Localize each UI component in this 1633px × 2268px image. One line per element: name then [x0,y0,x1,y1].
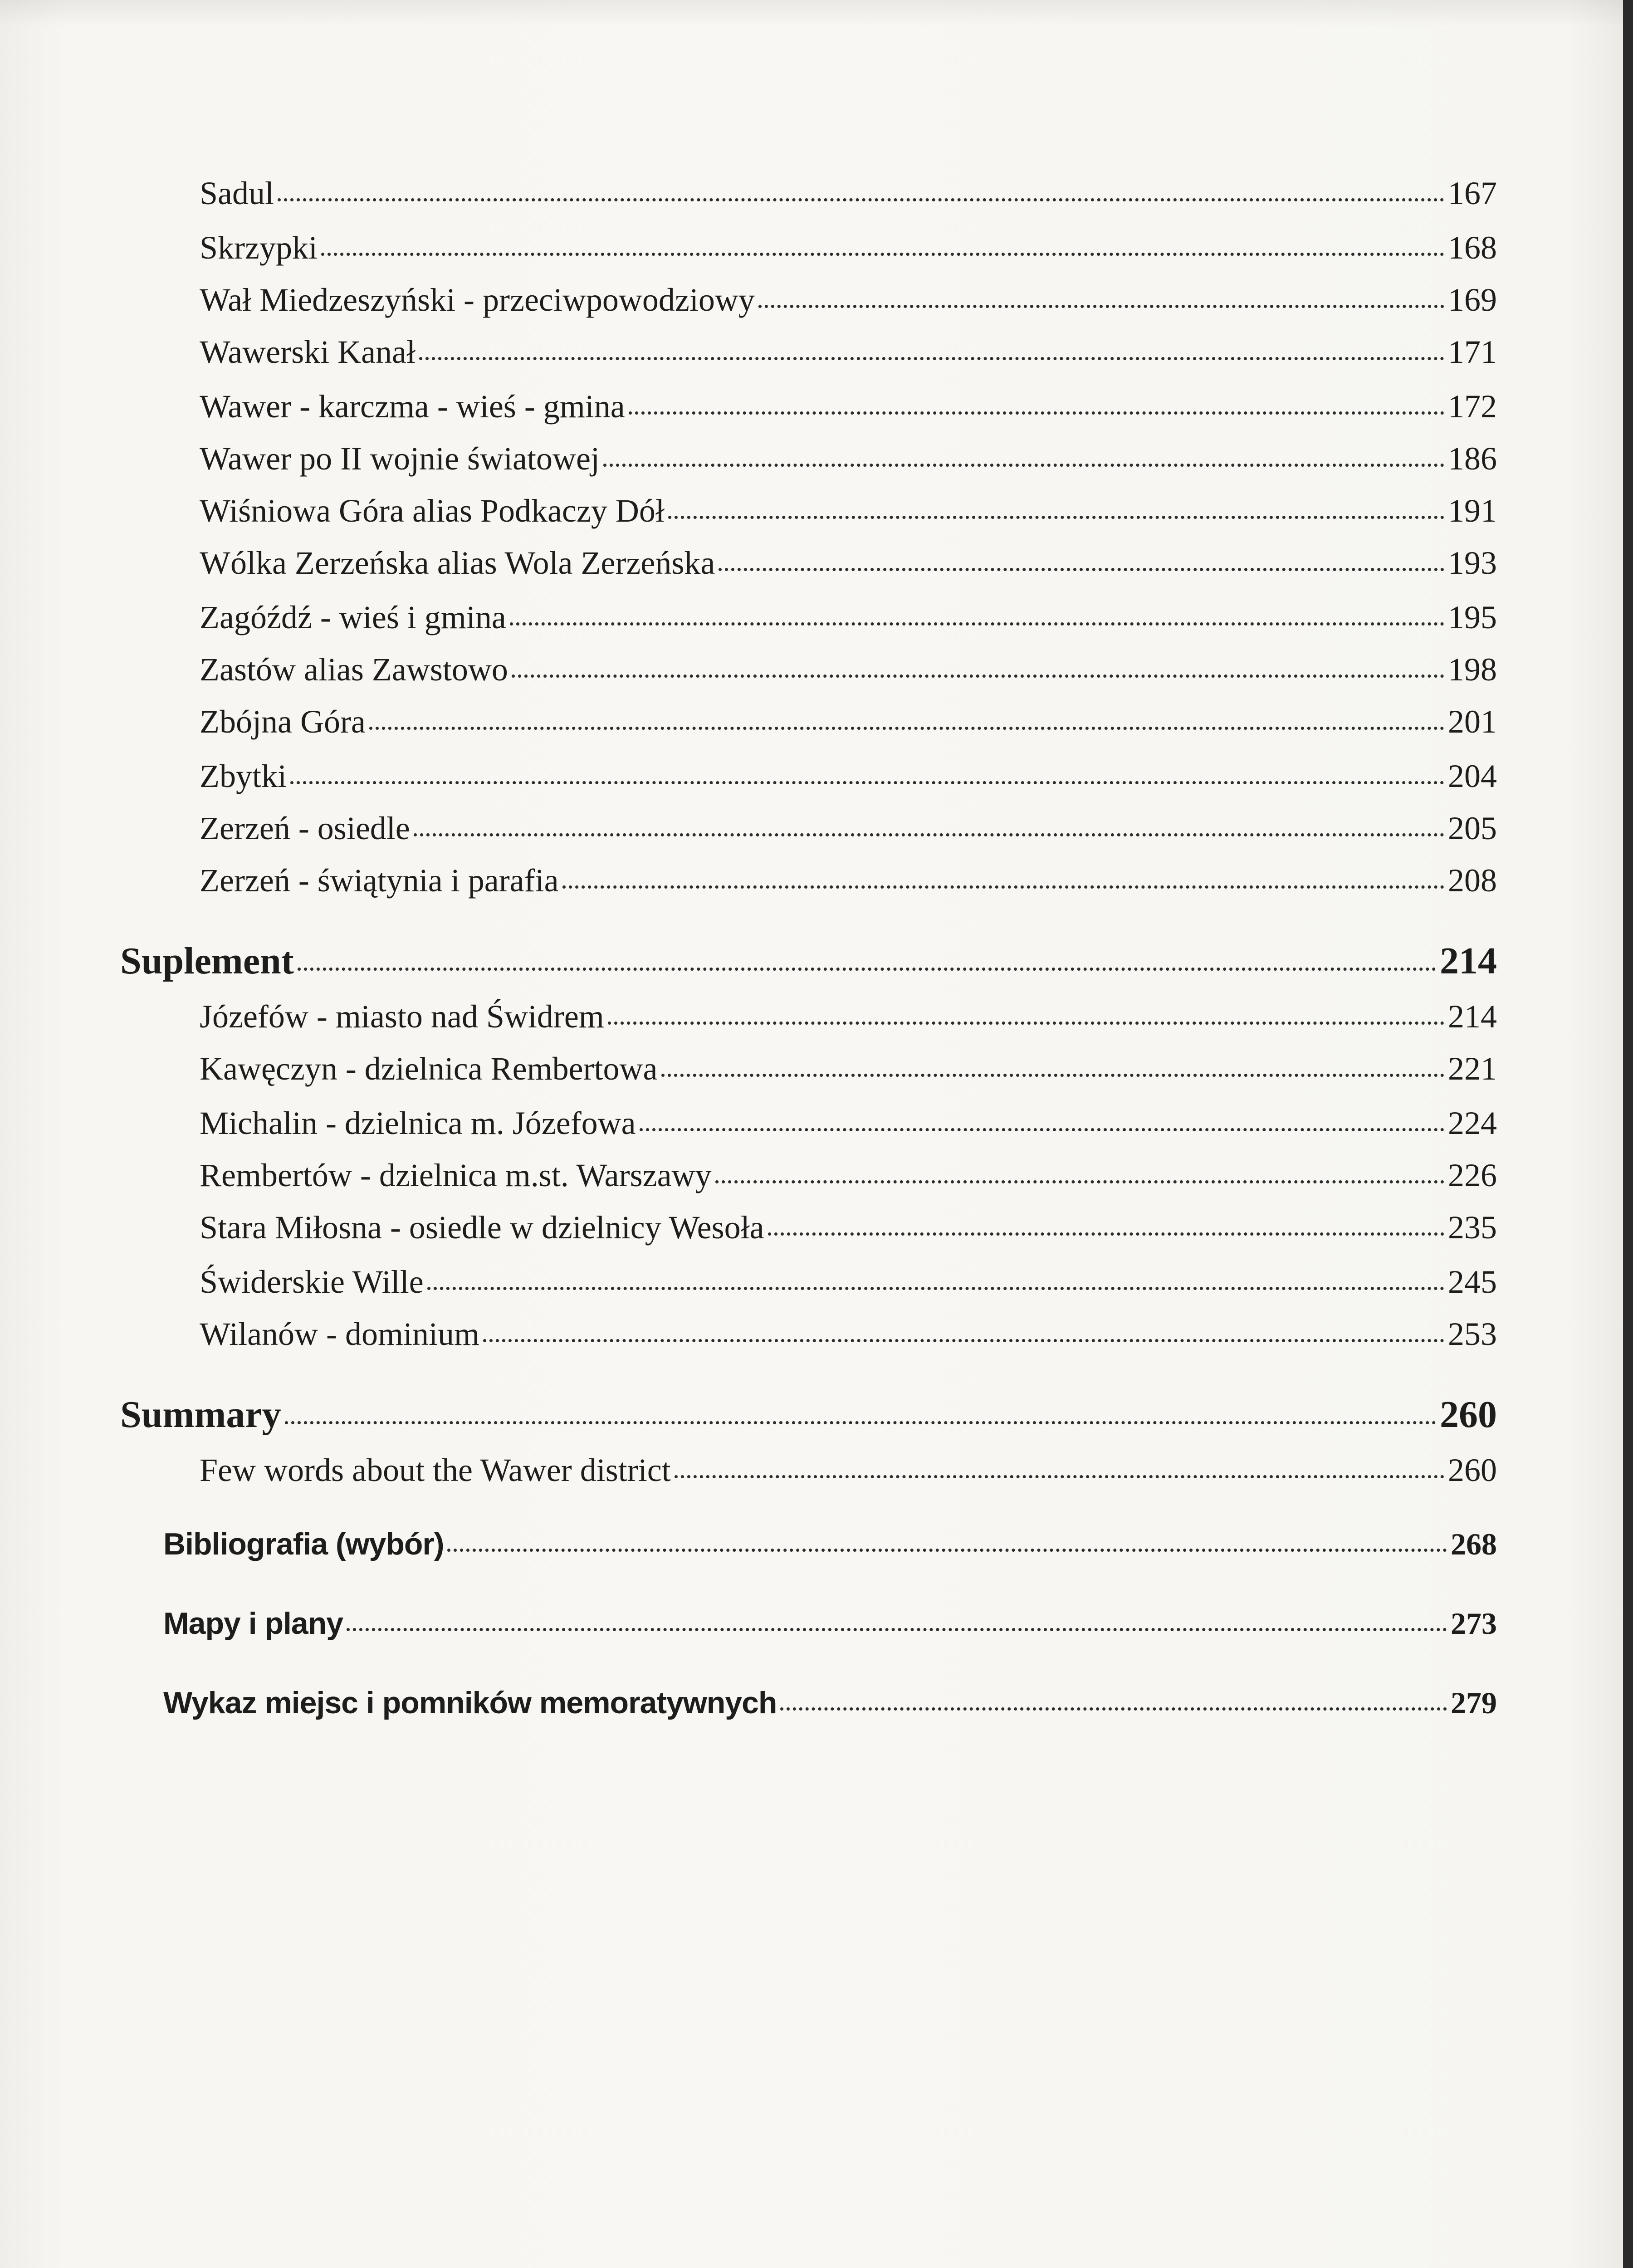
toc-entry-title: Few words about the Wawer district [200,1452,671,1488]
toc-entry [200,440,1497,490]
toc-entry-page: 226 [1448,1157,1497,1193]
dot-leader [419,357,1444,360]
toc-entry-page: 224 [1448,1105,1497,1141]
dot-leader [369,727,1444,730]
toc-entry [200,1315,1497,1365]
toc-entry-page: 221 [1448,1051,1497,1087]
dot-leader [715,1180,1444,1183]
dot-leader [447,1549,1447,1552]
toc-entry-title: Sadul [200,175,274,211]
toc-entry-page: 260 [1448,1452,1497,1488]
toc-section-bibliografia [163,1526,1497,1576]
dot-leader [321,253,1444,256]
dot-leader [640,1128,1444,1131]
toc-section-page: 279 [1451,1686,1497,1720]
toc-entry [200,229,1497,279]
toc-section-page: 260 [1440,1393,1497,1436]
dot-leader [414,833,1444,836]
dot-leader [278,198,1444,201]
toc-entry [200,1209,1497,1259]
dot-leader [661,1074,1444,1077]
toc-section-title: Bibliografia (wybór) [163,1527,444,1561]
toc-entry-title: Skrzypki [200,230,318,266]
toc-entry [200,862,1497,912]
dot-leader [347,1628,1447,1631]
dot-leader [768,1232,1444,1236]
toc-entry-title: Zerzeń - świątynia i parafia [200,862,559,899]
toc-entry-page: 198 [1448,651,1497,688]
toc-entry-page: 235 [1448,1209,1497,1246]
dot-leader [427,1287,1444,1290]
dot-leader [512,675,1444,678]
toc-entry [200,651,1497,701]
toc-section-mapy [163,1606,1497,1656]
toc-entry-page: 253 [1448,1316,1497,1352]
toc-entry-page: 167 [1448,175,1497,211]
toc-entry-title: Wólka Zerzeńska alias Wola Zerzeńska [200,545,715,581]
dot-leader [668,516,1444,519]
toc-entry-page: 172 [1448,388,1497,425]
toc-entry-page: 193 [1448,545,1497,581]
toc-entry [200,281,1497,331]
dot-leader [290,781,1444,784]
dot-leader [780,1707,1447,1711]
toc-entry-title: Stara Miłosna - osiedle w dzielnicy Wesoła [200,1209,764,1246]
dot-leader [562,885,1444,889]
toc-entry [200,1157,1497,1207]
toc-section-page: 214 [1440,940,1497,982]
toc-entry-page: 208 [1448,862,1497,899]
toc-entry-page: 195 [1448,599,1497,635]
toc-entry-title: Zbójna Góra [200,704,366,740]
toc-entry-title: Zastów alias Zawstowo [200,651,508,688]
toc-entry-page: 171 [1448,334,1497,370]
toc-entry [200,175,1497,225]
toc-section-wykaz [163,1685,1497,1735]
toc-entry-title: Wiśniowa Góra alias Podkaczy Dół [200,493,665,529]
toc-entry-title: Michalin - dzielnica m. Józefowa [200,1105,636,1141]
dot-leader [483,1339,1444,1342]
toc-entry [200,1452,1497,1501]
toc-entry [200,703,1497,753]
toc-entry-page: 201 [1448,704,1497,740]
dot-leader [603,464,1444,467]
toc-section-title: Suplement [120,940,294,982]
toc-entry-page: 204 [1448,758,1497,794]
toc-entry [200,998,1497,1048]
toc-section-page: 268 [1451,1527,1497,1561]
toc-entry [200,544,1497,594]
toc-entry [200,388,1497,438]
toc-entry-title: Kawęczyn - dzielnica Rembertowa [200,1051,658,1087]
toc-entry-title: Świderskie Wille [200,1264,424,1300]
toc-entry-title: Wilanów - dominium [200,1316,480,1352]
toc-section-title: Mapy i plany [163,1606,343,1641]
toc-section-summary [120,1393,1497,1447]
toc-entry-page: 205 [1448,810,1497,846]
toc-entry-title: Rembertów - dzielnica m.st. Warszawy [200,1157,712,1193]
toc-entry [200,599,1497,649]
toc-section-title: Wykaz miejsc i pomników memoratywnych [163,1686,777,1720]
dot-leader [298,968,1436,971]
toc-section-page: 273 [1451,1606,1497,1641]
toc-entry-page: 191 [1448,493,1497,529]
toc-entry-title: Zbytki [200,758,287,794]
toc-entry [200,758,1497,807]
toc-section-suplement [120,939,1497,993]
scan-shadow-top [0,0,1633,27]
toc-entry [200,1050,1497,1100]
dot-leader [758,305,1444,308]
dot-leader [285,1421,1436,1424]
toc-entry-page: 214 [1448,998,1497,1035]
toc-entry-page: 168 [1448,230,1497,266]
toc-entry [200,492,1497,542]
toc-entry-title: Józefów - miasto nad Świdrem [200,998,604,1035]
dot-leader [608,1022,1444,1025]
dot-leader [675,1475,1444,1478]
toc-entry [200,810,1497,860]
toc-section-title: Summary [120,1393,281,1436]
dot-leader [719,568,1444,571]
toc-entry-title: Wawer po II wojnie światowej [200,440,600,477]
toc-entry-title: Wawerski Kanał [200,334,416,370]
toc-entry-page: 245 [1448,1264,1497,1300]
toc-entry [200,1263,1497,1313]
dot-leader [510,622,1444,626]
toc-entry-title: Zagóźdź - wieś i gmina [200,599,506,635]
toc-entry-page: 169 [1448,282,1497,318]
toc-entry-page: 186 [1448,440,1497,477]
scan-edge [1623,0,1633,2268]
toc-entry-title: Zerzeń - osiedle [200,810,410,846]
toc-entry [200,333,1497,383]
toc-entry-title: Wał Miedzeszyński - przeciwpowodziowy [200,282,755,318]
toc-entry [200,1105,1497,1154]
toc-entry-title: Wawer - karczma - wieś - gmina [200,388,625,425]
dot-leader [629,411,1444,415]
